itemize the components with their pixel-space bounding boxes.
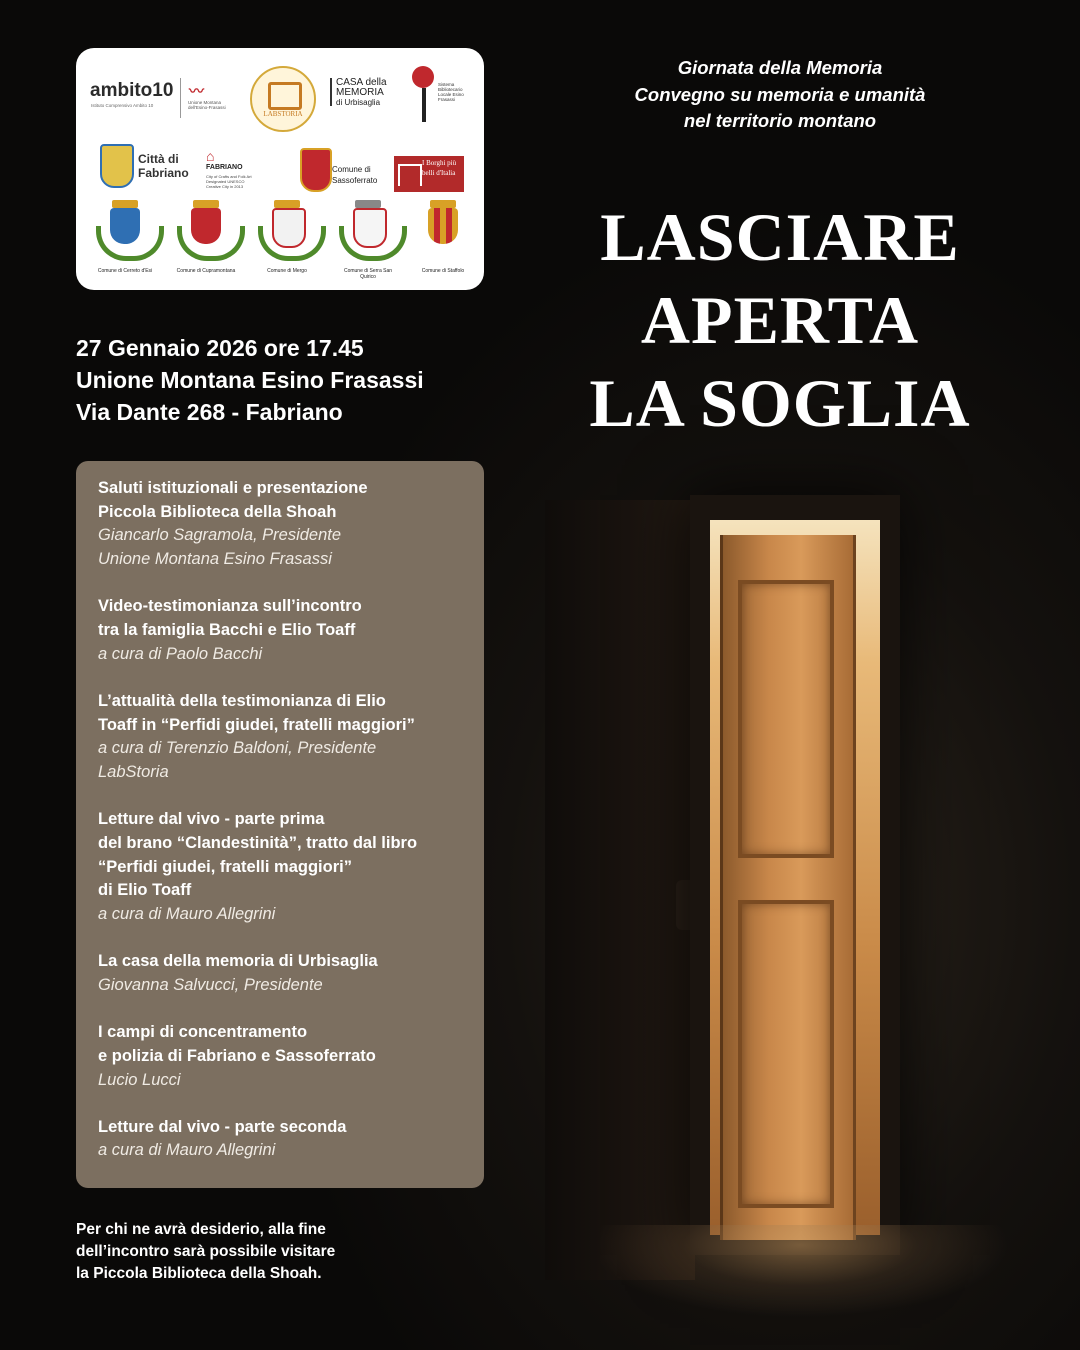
sassoferrato-crest-icon xyxy=(300,148,332,192)
program-box xyxy=(76,461,484,1188)
sassoferrato-line2: Sassoferrato xyxy=(332,176,378,185)
door-panel-lower xyxy=(738,900,834,1208)
partner-logos-card xyxy=(76,48,484,290)
program-item-title: Letture dal vivo - parte prima del brano “Clandestinità”, tratto dal libro “Perfidi giudei, fratelli maggiori” di Elio Toaff xyxy=(98,810,418,900)
crown-icon xyxy=(430,200,456,208)
program-item-title: La casa della memoria di Urbisaglia xyxy=(98,952,378,971)
comune-serra-san-quirico xyxy=(337,200,399,288)
comune-label: Comune di Cerreto d'Esi xyxy=(97,268,153,274)
dark-door-leaf xyxy=(545,500,695,1280)
subtitle-line: nel territorio montano xyxy=(683,110,877,131)
program-item xyxy=(98,950,474,997)
program-item-speaker: Lucio Lucci xyxy=(98,1070,181,1089)
staffolo-crest-icon xyxy=(428,208,458,244)
logo-casa-memoria xyxy=(336,78,387,108)
borghi-logo-icon xyxy=(394,156,464,192)
logo-fabriano-sub: City of Crafts and Folk Art Designated UNESCO Creative City in 2013 xyxy=(206,174,252,189)
unesco-fabriano-icon: ⌂ xyxy=(206,148,215,164)
event-info xyxy=(76,332,496,428)
crown-icon xyxy=(274,200,300,208)
door-panel-upper xyxy=(738,580,834,858)
title-line: LASCIARE xyxy=(600,199,960,275)
logo-ambito-sub: Istituto Comprensivo Ambito 10 xyxy=(91,103,154,108)
castle-icon xyxy=(398,164,422,186)
comune-label: Comune di Staffolo xyxy=(421,268,465,274)
program-item-speaker: a cura di Paolo Bacchi xyxy=(98,644,263,663)
program-item-title: Saluti istituzionali e presentazione Piccola Biblioteca della Shoah xyxy=(98,479,368,521)
comune-label: Comune di Serra San Quirico xyxy=(343,268,393,280)
program-item-title: Letture dal vivo - parte seconda xyxy=(98,1117,347,1136)
event-subtitle xyxy=(580,55,980,135)
footer-note: Per chi ne avrà desiderio, alla fine dell’incontro sarà possibile visitare la Piccola Biblioteca della Shoah. xyxy=(76,1221,336,1282)
subtitle-line: Giornata della Memoria xyxy=(677,57,883,78)
casa-memoria-line1: CASA della xyxy=(336,77,387,88)
program-item xyxy=(98,808,474,927)
program-item xyxy=(98,690,474,785)
logo-unione: Unione Montana dell'Esino-Frasassi xyxy=(188,100,226,110)
logo-labstoria: LABSTORIA xyxy=(263,110,303,118)
program-item-speaker: a cura di Terenzio Baldoni, Presidente LabStoria xyxy=(98,739,377,782)
laurel-icon xyxy=(177,226,245,261)
logo-citta-fabriano xyxy=(138,152,189,180)
program-item-title: I campi di concentramento e polizia di Fabriano e Sassoferrato xyxy=(98,1023,376,1065)
laurel-icon xyxy=(339,226,407,261)
logo-sistema: Sistema Bibliotecario Locale Esino Frasassi xyxy=(438,82,464,102)
casa-memoria-bar xyxy=(330,78,332,106)
sassoferrato-line1: Comune di xyxy=(332,165,371,174)
comune-staffolo xyxy=(412,200,474,288)
title-line: APERTA xyxy=(640,282,920,358)
program-item xyxy=(98,1021,474,1092)
citta-line1: Città di xyxy=(138,152,179,166)
casa-memoria-line3: di Urbisaglia xyxy=(336,98,381,107)
laurel-icon xyxy=(96,226,164,261)
program-item-title: L’attualità della testimonianza di Elio Toaff in “Perfidi giudei, fratelli maggiori” xyxy=(98,691,415,734)
sistema-stem-icon xyxy=(422,88,426,122)
comune-cerreto xyxy=(94,200,156,288)
title-line: LA SOGLIA xyxy=(589,365,971,441)
program-item-speaker: a cura di Mauro Allegrini xyxy=(98,905,276,924)
program-item xyxy=(98,595,474,666)
fabriano-crest-icon xyxy=(100,144,134,188)
crown-icon xyxy=(193,200,219,208)
comune-cupramontana xyxy=(175,200,237,288)
unione-montana-icon: 〰 xyxy=(189,83,205,100)
comune-label: Comune di Cupramontana xyxy=(176,268,236,274)
logo-divider xyxy=(180,78,181,118)
main-title xyxy=(560,196,1000,445)
subtitle-line: Convegno su memoria e umanità xyxy=(634,83,926,105)
crown-icon xyxy=(112,200,138,208)
logo-sassoferrato xyxy=(332,164,377,186)
program-item-speaker: Giovanna Salvucci, Presidente xyxy=(98,975,323,994)
program-item xyxy=(98,1116,474,1163)
logo-ambito: ambito10 xyxy=(90,80,174,101)
book-icon xyxy=(268,82,302,110)
event-date-time: 27 Gennaio 2026 ore 17.45 xyxy=(76,335,364,361)
labstoria-logo-icon xyxy=(250,66,316,132)
casa-memoria-line2: MEMORIA xyxy=(336,87,384,98)
logo-fabriano: FABRIANO xyxy=(206,164,243,171)
program-item-speaker: a cura di Mauro Allegrini xyxy=(98,1141,276,1160)
program-item-title: Video-testimonianza sull’incontro tra la famiglia Bacchi e Elio Toaff xyxy=(98,597,362,640)
citta-line2: Fabriano xyxy=(138,166,189,180)
floor-light-spill xyxy=(600,1225,1080,1350)
laurel-icon xyxy=(258,226,326,261)
program-item-speaker: Giancarlo Sagramola, Presidente Unione Montana Esino Frasassi xyxy=(98,526,342,569)
logo-borghi: I Borghi più belli d'Italia xyxy=(422,159,457,177)
comune-label: Comune di Mergo xyxy=(267,268,307,274)
program-item xyxy=(98,477,474,572)
sistema-bibliotecario-icon xyxy=(412,66,434,88)
event-address: Via Dante 268 - Fabriano xyxy=(76,399,343,425)
crown-icon xyxy=(355,200,381,208)
comune-mergo xyxy=(256,200,318,288)
event-venue: Unione Montana Esino Frasassi xyxy=(76,367,424,393)
